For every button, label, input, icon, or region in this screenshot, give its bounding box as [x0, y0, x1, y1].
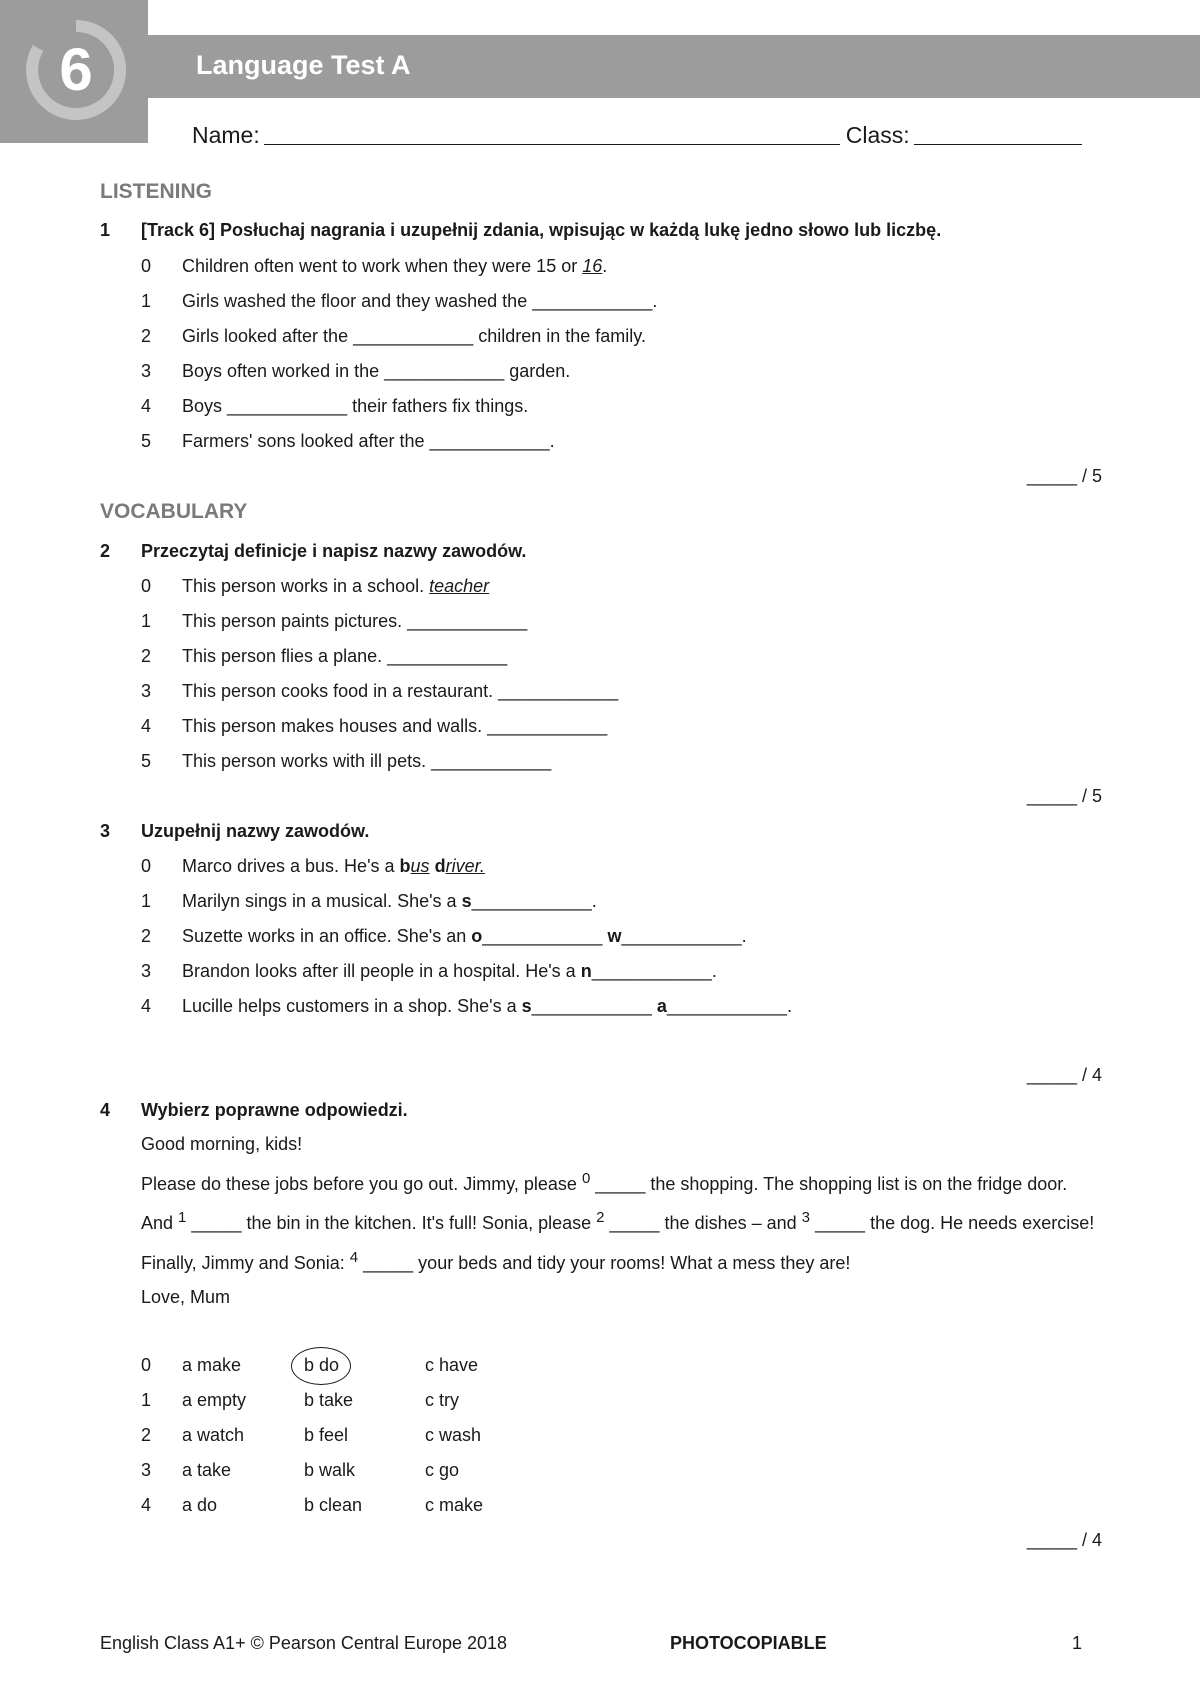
option-c[interactable]: c wash	[425, 1425, 482, 1445]
item-text: Boys often worked in the ____________ garden.	[182, 361, 571, 381]
list-item	[141, 396, 528, 417]
option-c[interactable]: c make	[425, 1495, 484, 1515]
item-text: Suzette works in an office. She's an	[182, 926, 467, 946]
item-number: 4	[141, 396, 152, 416]
item-text: This person works in a school.	[182, 576, 425, 596]
option-c[interactable]: c have	[425, 1355, 479, 1375]
list-item	[141, 891, 597, 912]
list-item	[141, 751, 551, 772]
name-field[interactable]	[264, 122, 840, 145]
item-number: 4	[141, 716, 152, 736]
item-number: 0	[141, 1355, 152, 1375]
letter-closing: Love, Mum	[141, 1287, 231, 1307]
gap-number: 0	[581, 1169, 591, 1187]
example-answer: us	[410, 856, 430, 876]
list-item	[141, 326, 646, 347]
item-number: 2	[141, 926, 152, 946]
option-b[interactable]: b do	[304, 1355, 340, 1375]
item-number: 1	[141, 1390, 152, 1410]
option-b[interactable]: b take	[304, 1390, 354, 1410]
class-field[interactable]	[914, 122, 1082, 145]
footer-copyright: English Class A1+ © Pearson Central Europe 2018	[100, 1633, 508, 1653]
item-number: 1	[141, 291, 152, 311]
list-item	[141, 291, 657, 312]
letter-text	[141, 1127, 1101, 1315]
task-number: 3	[100, 821, 111, 841]
item-number: 4	[141, 996, 152, 1016]
test-title: Language Test A	[196, 50, 411, 80]
letter-paragraph: Finally, Jimmy and Sonia: $^4$ _____ your beds and tidy your rooms! What a mess they are!	[141, 1248, 851, 1273]
item-text: Brandon looks after ill people in a hospital. He's a	[182, 961, 576, 981]
item-number: 5	[141, 751, 152, 771]
item-number: 3	[141, 961, 152, 981]
item-text-end: .	[602, 256, 608, 276]
first-letter: s	[461, 891, 472, 911]
item-number: 0	[141, 256, 152, 276]
item-number: 2	[141, 646, 152, 666]
example-answer: teacher	[429, 576, 490, 596]
list-item	[141, 716, 607, 737]
list-item	[141, 856, 485, 877]
example-answer: 16	[582, 256, 603, 276]
example-answer: river.	[445, 856, 485, 876]
first-letter: w	[607, 926, 622, 946]
class-label: Class:	[845, 122, 910, 148]
task-2-instruction	[100, 541, 526, 562]
item-number: 0	[141, 576, 152, 596]
first-letter: n	[580, 961, 592, 981]
option-a[interactable]: a do	[182, 1495, 218, 1515]
header-bar	[0, 35, 1200, 98]
item-text: Farmers' sons looked after the ____________.	[182, 431, 555, 451]
gap: ____________	[531, 996, 652, 1016]
section-title-listening: LISTENING	[100, 180, 213, 203]
item-number: 1	[141, 611, 152, 631]
item-number: 3	[141, 1460, 152, 1480]
item-number: 4	[141, 1495, 152, 1515]
list-item	[141, 576, 489, 597]
gap: ____________.	[666, 996, 792, 1016]
page-number: 1	[1071, 1633, 1082, 1653]
score-task-2: _____ / 5	[1026, 786, 1102, 806]
name-label: Name:	[192, 122, 260, 148]
name-class-line	[192, 122, 1104, 149]
first-letter: s	[521, 996, 532, 1016]
gap: ____________.	[591, 961, 717, 981]
item-text: Boys ____________ their fathers fix things.	[182, 396, 529, 416]
gap-number: 1	[178, 1209, 187, 1226]
task-number: 2	[100, 541, 111, 561]
option-a[interactable]: a watch	[182, 1425, 245, 1445]
task-3-instruction	[100, 821, 369, 842]
list-item	[141, 646, 507, 667]
option-b[interactable]: b clean	[304, 1495, 363, 1515]
option-a[interactable]: a take	[182, 1460, 232, 1480]
option-b[interactable]: b feel	[304, 1425, 349, 1445]
item-text: Marco drives a bus. He's a	[182, 856, 395, 876]
item-text: This person paints pictures. ____________	[182, 611, 528, 631]
item-text: Girls looked after the ____________ children in the family.	[182, 326, 646, 346]
task-instruction: Przeczytaj definicje i napisz nazwy zawodów.	[141, 541, 527, 561]
task-number: 4	[100, 1100, 111, 1120]
first-letter: a	[656, 996, 667, 1016]
item-number: 3	[141, 361, 152, 381]
item-number: 5	[141, 431, 152, 451]
letter-greeting: Good morning, kids!	[141, 1134, 303, 1154]
first-letter: o	[471, 926, 483, 946]
gap-number: 2	[596, 1209, 605, 1226]
item-text: Girls washed the floor and they washed the ____________.	[182, 291, 658, 311]
option-c[interactable]: c go	[425, 1460, 460, 1480]
list-item	[141, 926, 747, 947]
first-letter: d	[434, 856, 446, 876]
item-number: 2	[141, 326, 152, 346]
option-c[interactable]: c try	[425, 1390, 459, 1410]
list-item	[141, 681, 618, 702]
list-item	[141, 361, 570, 382]
list-item	[141, 996, 792, 1017]
gap: ____________.	[471, 891, 597, 911]
score-task-4: _____ / 4	[1026, 1530, 1102, 1550]
item-text: Children often went to work when they were 15 or	[182, 256, 578, 276]
footer-photocopiable: PHOTOCOPIABLE	[670, 1633, 827, 1653]
item-number: 3	[141, 681, 152, 701]
option-a[interactable]: a make	[182, 1355, 242, 1375]
task-number: 1	[100, 220, 111, 240]
gap: ____________	[482, 926, 603, 946]
score-task-1: _____ / 5	[1026, 466, 1102, 486]
item-number: 1	[141, 891, 152, 911]
option-b[interactable]: b walk	[304, 1460, 356, 1480]
task-1-instruction	[100, 220, 941, 241]
unit-number: 6	[59, 36, 93, 103]
score-task-3: _____ / 4	[1026, 1065, 1102, 1085]
item-text: This person works with ill pets. ____________	[182, 751, 552, 771]
task-instruction: Wybierz poprawne odpowiedzi.	[141, 1100, 408, 1120]
item-text: This person makes houses and walls. ____________	[182, 716, 608, 736]
list-item	[141, 431, 555, 452]
item-text: This person cooks food in a restaurant. ____________	[182, 681, 619, 701]
task-instruction: Uzupełnij nazwy zawodów.	[141, 821, 370, 841]
section-title-vocabulary: VOCABULARY	[100, 500, 248, 523]
list-item	[141, 961, 717, 982]
gap-number: 3	[801, 1209, 810, 1226]
item-number: 0	[141, 856, 152, 876]
unit-badge	[0, 0, 148, 143]
list-item	[141, 256, 607, 277]
first-letter: b	[399, 856, 411, 876]
task-4-instruction	[100, 1100, 408, 1121]
option-a[interactable]: a empty	[182, 1390, 247, 1410]
item-text: Marilyn sings in a musical. She's a	[182, 891, 457, 911]
gap: ____________.	[621, 926, 747, 946]
gap-number: 4	[349, 1248, 359, 1266]
item-text: This person flies a plane. ____________	[182, 646, 508, 666]
list-item	[141, 611, 527, 632]
item-text: Lucille helps customers in a shop. She's a	[182, 996, 517, 1016]
letter-paragraph: Please do these jobs before you go out. Jimmy, please $^0$ _____ the shopping. The shopping list is on the fridge door. And $^1$ _____ the bin in the kitchen. It's full! Sonia, please $^2$ _____ the dishes – and $^3$ _____ the dog. He needs exercise!	[141, 1169, 1095, 1233]
item-number: 2	[141, 1425, 152, 1445]
task-instruction: [Track 6] Posłuchaj nagrania i uzupełnij zdania, wpisując w każdą lukę jedno słowo lub liczbę.	[141, 220, 942, 240]
